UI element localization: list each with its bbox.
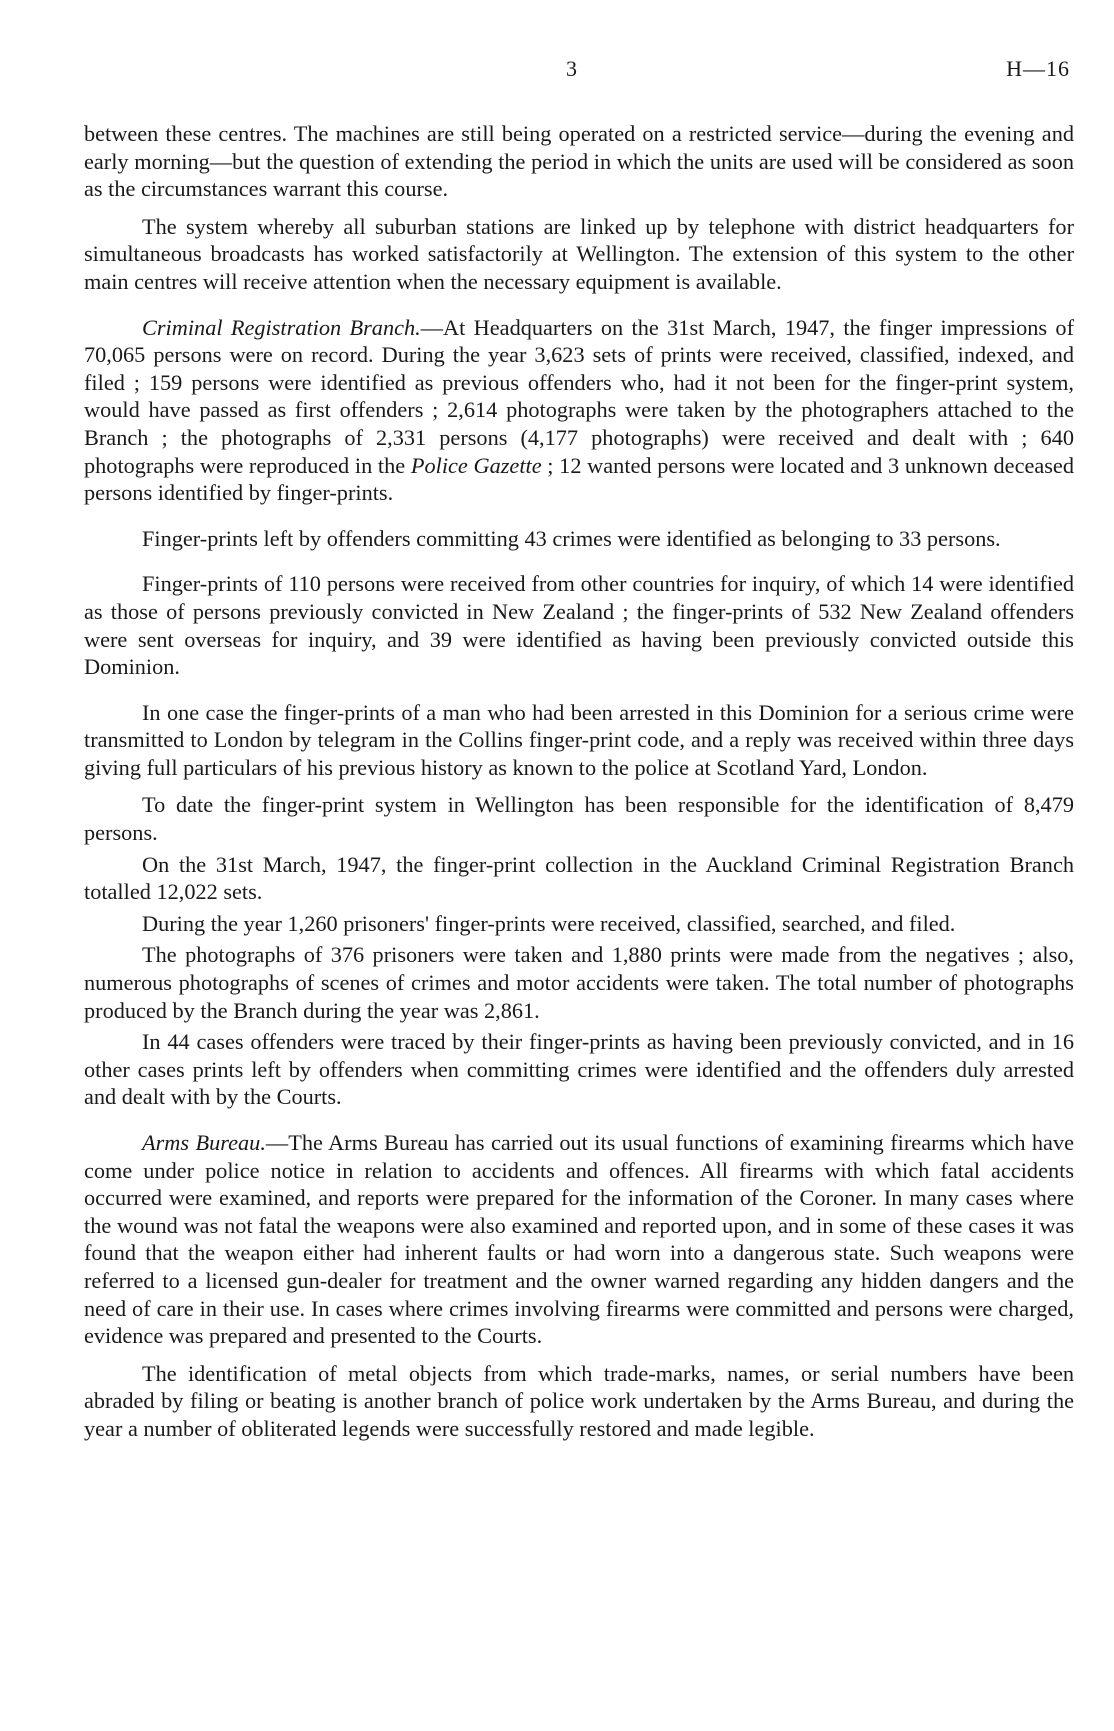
paragraph-wellington-total: To date the finger-print system in Wellington has been responsible for the identification of 8,479 persons. [84,792,1074,846]
page-header [0,56,1114,92]
paragraph-auckland-collection: On the 31st March, 1947, the finger-print collection in the Auckland Criminal Registration Branch totalled 12,022 sets. [84,851,1074,905]
paragraph-text: ; 12 wanted persons were located and 3 unknown deceased persons identified by finger-prints. [84,452,1074,506]
paragraph-text: —The Arms Bureau has carried out its usual functions of examining firearms which have come under police notice in relation to accidents and offences. All firearms with which fatal accidents occurred were examined, and reports were prepared for the information of the Coroner. In many cases where the wound was not fatal the weapons were also examined and reported upon, and in some of these cases it was found that the weapon either had inherent faults or had worn into a dangerous state. Such weapons were referred to a licensed gun-dealer for treatment and the owner warned regarding any hidden dangers and the need of care in their use. In cases where crimes involving firearms were committed and persons were charged, evidence was prepared and presented to the Courts. [84,1130,1074,1349]
paragraph-photographs: The photographs of 376 prisoners were taken and 1,880 prints were made from the negatives ; also, numerous photographs of scenes of crimes and motor accidents were taken. The total number of photographs produced by the Branch during the year was 2,861. [84,942,1074,1023]
paragraph-prisoners-prints: During the year 1,260 prisoners' finger-prints were received, classified, searched, and filed. [142,910,956,936]
paragraph-cases-traced: In 44 cases offenders were traced by their finger-prints as having been previously convicted, and in 16 other cases prints left by offenders when committing crimes were identified and the offenders duly arrested and dealt with by the Courts. [84,1029,1074,1110]
paragraph-continuation: between these centres. The machines are still being operated on a restricted service—during the evening and early morning—but the question of extending the period in which the units are used will be considered as soon as the circumstances warrant this course. [84,121,1074,202]
paragraph-text: —At Headquarters on the 31st March, 1947, the finger impressions of 70,065 persons were on record. During the year 3,623 sets of prints were received, classified, indexed, and filed ; 159 persons were identified as previous offenders who, had it not been for the finger-print system, would have passed as first offenders ; 2,614 photographs were taken by the photographers attached to the Branch ; the photographs of 2,331 persons (4,177 photographs) were received and dealt with ; 640 photographs were reproduced in the [84,314,1074,478]
paragraph-broadcast-system: The system whereby all suburban stations are linked up by telephone with district headquarters for simultaneous broadcasts has worked satisfactorily at Wellington. The extension of this system to the other main centres will receive attention when the necessary equipment is available. [84,213,1074,294]
page-number: 3 [566,56,577,81]
report-code: H—16 [1006,56,1070,81]
paragraph-metal-identification: The identification of metal objects from which trade-marks, names, or serial numbers have been abraded by filing or beating is another branch of police work undertaken by the Arms Bureau, and during the year a number of obliterated legends were successfully restored and made legible. [84,1360,1074,1441]
paragraph-crimes-identified: Finger-prints left by offenders committing 43 crimes were identified as belonging to 33 persons. [142,525,1001,551]
section-heading-criminal-registration: Criminal Registration Branch. [142,314,421,340]
paragraph-overseas-inquiry: Finger-prints of 110 persons were received from other countries for inquiry, of which 14 were identified as those of persons previously convicted in New Zealand ; the finger-prints of 532 New Zealand offenders were sent overseas for inquiry, and 39 were identified as having been previously convicted outside this Dominion. [84,571,1074,680]
paragraph-criminal-registration [84,314,1074,507]
publication-title: Police Gazette [410,452,542,478]
paragraph-london-telegram: In one case the finger-prints of a man who had been arrested in this Dominion for a serious crime were transmitted to London by telegram in the Collins finger-print code, and a reply was received within three days giving full particulars of his previous history as known to the police at Scotland Yard, London. [84,699,1074,780]
document-body [84,120,1074,1443]
section-heading-arms-bureau: Arms Bureau. [142,1130,266,1155]
paragraph-arms-bureau [84,1129,1074,1350]
